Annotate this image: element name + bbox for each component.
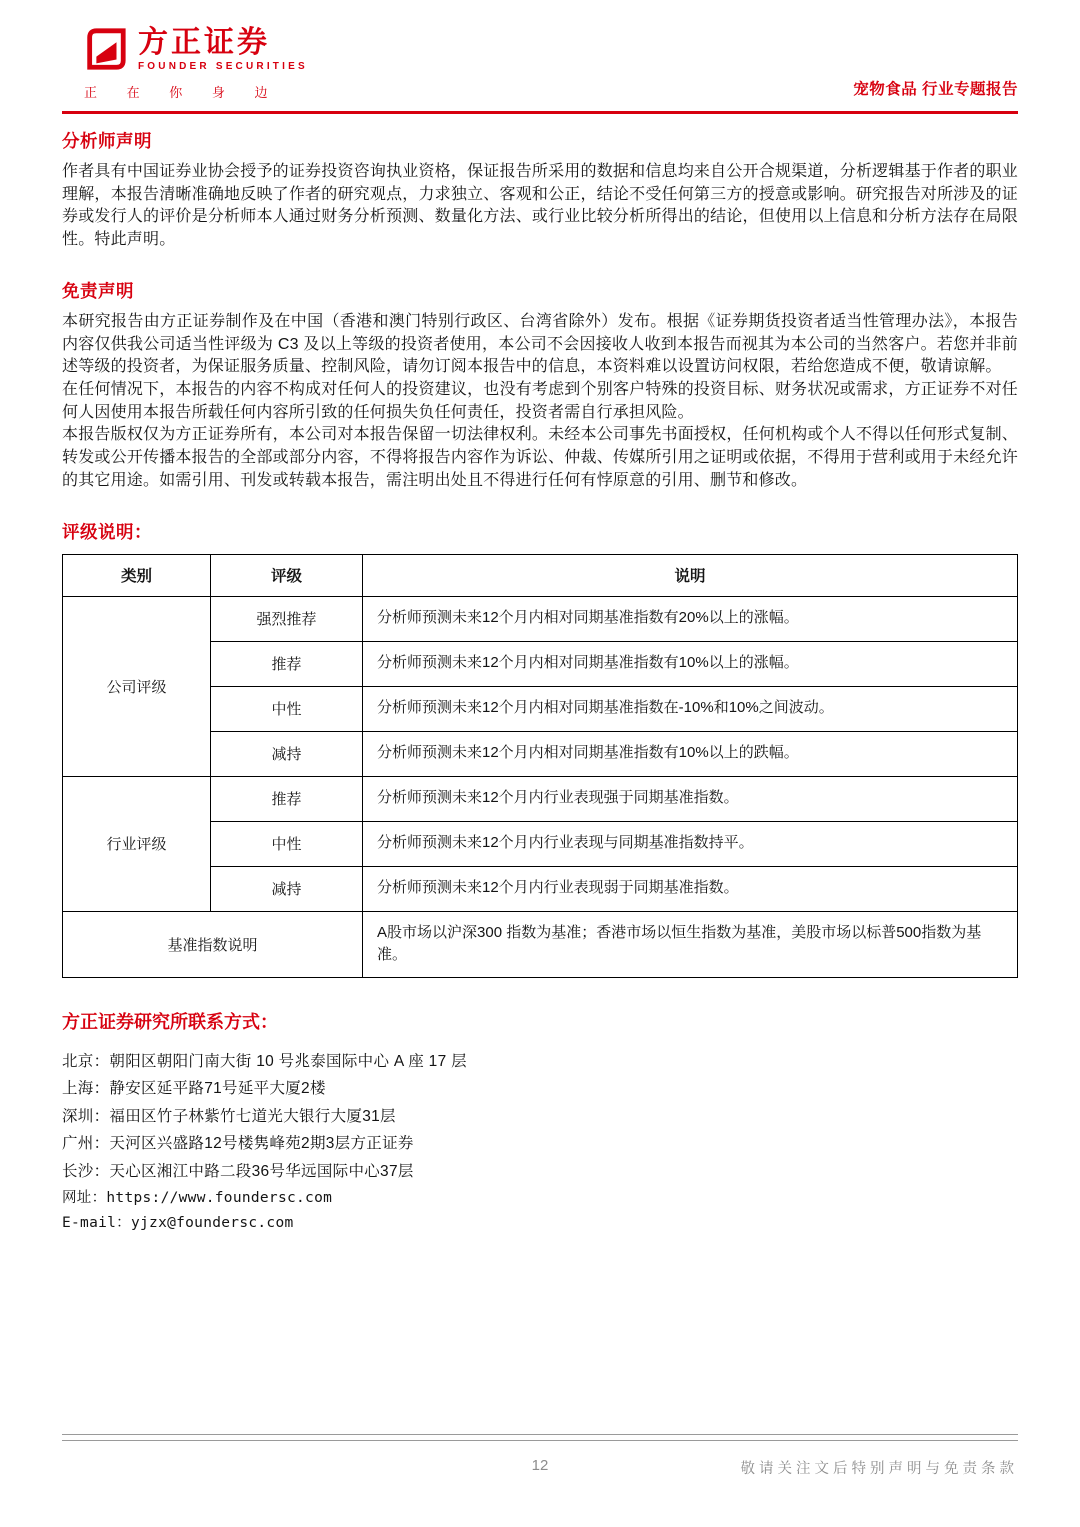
contact-address-changsha: 长沙：天心区湘江中路二段36号华远国际中心37层 bbox=[62, 1162, 414, 1180]
rating-cell: 推荐 bbox=[211, 641, 363, 686]
benchmark-description-cell: A股市场以沪深300 指数为基准；香港市场以恒生指数为基准，美股市场以标普500指数为基准。 bbox=[363, 911, 1018, 977]
description-cell: 分析师预测未来12个月内相对同期基准指数在-10%和10%之间波动。 bbox=[363, 686, 1018, 731]
footer-disclaimer-note: 敬请关注文后特别声明与免责条款 bbox=[740, 1461, 1018, 1477]
table-row bbox=[63, 911, 1018, 977]
report-category-label: 宠物食品 行业专题报告 bbox=[853, 81, 1018, 98]
rating-cell: 减持 bbox=[211, 731, 363, 776]
description-cell: 分析师预测未来12个月内相对同期基准指数有20%以上的涨幅。 bbox=[363, 596, 1018, 641]
table-row bbox=[63, 776, 1018, 821]
brand-block bbox=[62, 26, 308, 101]
brand-name-cn: 方正证券 bbox=[138, 26, 270, 59]
email-link[interactable]: E-mail：yjzx@foundersc.com bbox=[62, 1215, 294, 1232]
contacts-section-title: 方正证券研究所联系方式： bbox=[62, 1011, 278, 1032]
page-footer bbox=[62, 1457, 1018, 1479]
rating-section-title: 评级说明： bbox=[62, 521, 152, 542]
contact-address-beijing: 北京：朝阳区朝阳门南大街 10 号兆泰国际中心 A 座 17 层 bbox=[62, 1052, 467, 1070]
footer-divider-bottom bbox=[62, 1440, 1018, 1441]
website-link[interactable]: 网址：https://www.foundersc.com bbox=[62, 1189, 333, 1206]
table-header-row bbox=[63, 554, 1018, 596]
disclaimer-paragraph: 本研究报告由方正证券制作及在中国（香港和澳门特别行政区、台湾省除外）发布。根据《证券期货投资者适当性管理办法》，本报告内容仅供我公司适当性评级为 C3 及以上等级的投资者使用，本公司不会因接收人收到本报告而视其为本公司的当然客户。若您并非前述等级的投资者，为保证服务质量、控制风险，请勿订阅本报告中的信息，本资料难以设置访问权限，若给您造成不便，敬请谅解。 bbox=[62, 312, 1018, 376]
contact-address-shenzhen: 深圳：福田区竹子林紫竹七道光大银行大厦31层 bbox=[62, 1107, 396, 1125]
analyst-statement-body: 作者具有中国证券业协会授予的证券投资咨询执业资格，保证报告所采用的数据和信息均来自公开合规渠道，分析逻辑基于作者的职业理解，本报告清晰准确地反映了作者的研究观点，力求独立、客观和公正，结论不受任何第三方的授意或影响。研究报告对所涉及的证券或发行人的评价是分析师本人通过财务分析预测、数量化方法、或行业比较分析所得出的结论，但使用以上信息和分析方法存在局限性。特此声明。 bbox=[62, 163, 1018, 249]
brand-name-en: FOUNDER SECURITIES bbox=[138, 61, 308, 72]
rating-cell: 强烈推荐 bbox=[211, 596, 363, 641]
column-header-category: 类别 bbox=[63, 554, 211, 596]
rating-cell: 中性 bbox=[211, 821, 363, 866]
disclaimer-title: 免责声明 bbox=[62, 280, 134, 301]
brand-tagline: 正 在 你 身 边 bbox=[84, 85, 281, 100]
footer-divider-top bbox=[62, 1434, 1018, 1435]
disclaimer-paragraph: 在任何情况下，本报告的内容不构成对任何人的投资建议，也没有考虑到个别客户特殊的投资目标、财务状况或需求，方正证券不对任何人因使用本报告所载任何内容所引致的任何损失负任何责任，投资者需自行承担风险。 bbox=[62, 381, 1018, 421]
page-number: 12 bbox=[531, 1457, 549, 1474]
contact-address-shanghai: 上海：静安区延平路71号延平大厦2楼 bbox=[62, 1080, 326, 1098]
description-cell: 分析师预测未来12个月内相对同期基准指数有10%以上的涨幅。 bbox=[363, 641, 1018, 686]
benchmark-label-cell: 基准指数说明 bbox=[63, 911, 363, 977]
founder-securities-logo-icon bbox=[82, 26, 128, 72]
rating-cell: 减持 bbox=[211, 866, 363, 911]
analyst-statement-title: 分析师声明 bbox=[62, 131, 152, 151]
disclaimer-paragraph: 本报告版权仅为方正证券所有，本公司对本报告保留一切法律权利。未经本公司事先书面授权，任何机构或个人不得以任何形式复制、转发或公开传播本报告的全部或部分内容，不得将报告内容作为诉讼、仲裁、传媒所引用之证明或依据，不得用于营利或用于未经允许的其它用途。如需引用、刊发或转载本报告，需注明出处且不得进行任何有悖原意的引用、删节和修改。 bbox=[62, 426, 1018, 489]
table-row bbox=[63, 596, 1018, 641]
rating-cell: 中性 bbox=[211, 686, 363, 731]
brand-names bbox=[138, 26, 308, 72]
group-cell-industry-rating: 行业评级 bbox=[63, 776, 211, 911]
group-cell-company-rating: 公司评级 bbox=[63, 596, 211, 776]
rating-table bbox=[62, 554, 1018, 978]
description-cell: 分析师预测未来12个月内行业表现强于同期基准指数。 bbox=[363, 776, 1018, 821]
rating-cell: 推荐 bbox=[211, 776, 363, 821]
contact-address-guangzhou: 广州：天河区兴盛路12号楼隽峰苑2期3层方正证券 bbox=[62, 1135, 414, 1153]
description-cell: 分析师预测未来12个月内行业表现弱于同期基准指数。 bbox=[363, 866, 1018, 911]
description-cell: 分析师预测未来12个月内相对同期基准指数有10%以上的跌幅。 bbox=[363, 731, 1018, 776]
page-header bbox=[62, 26, 1018, 114]
column-header-description: 说明 bbox=[363, 554, 1018, 596]
brand-top bbox=[62, 26, 308, 72]
column-header-rating: 评级 bbox=[211, 554, 363, 596]
description-cell: 分析师预测未来12个月内行业表现与同期基准指数持平。 bbox=[363, 821, 1018, 866]
